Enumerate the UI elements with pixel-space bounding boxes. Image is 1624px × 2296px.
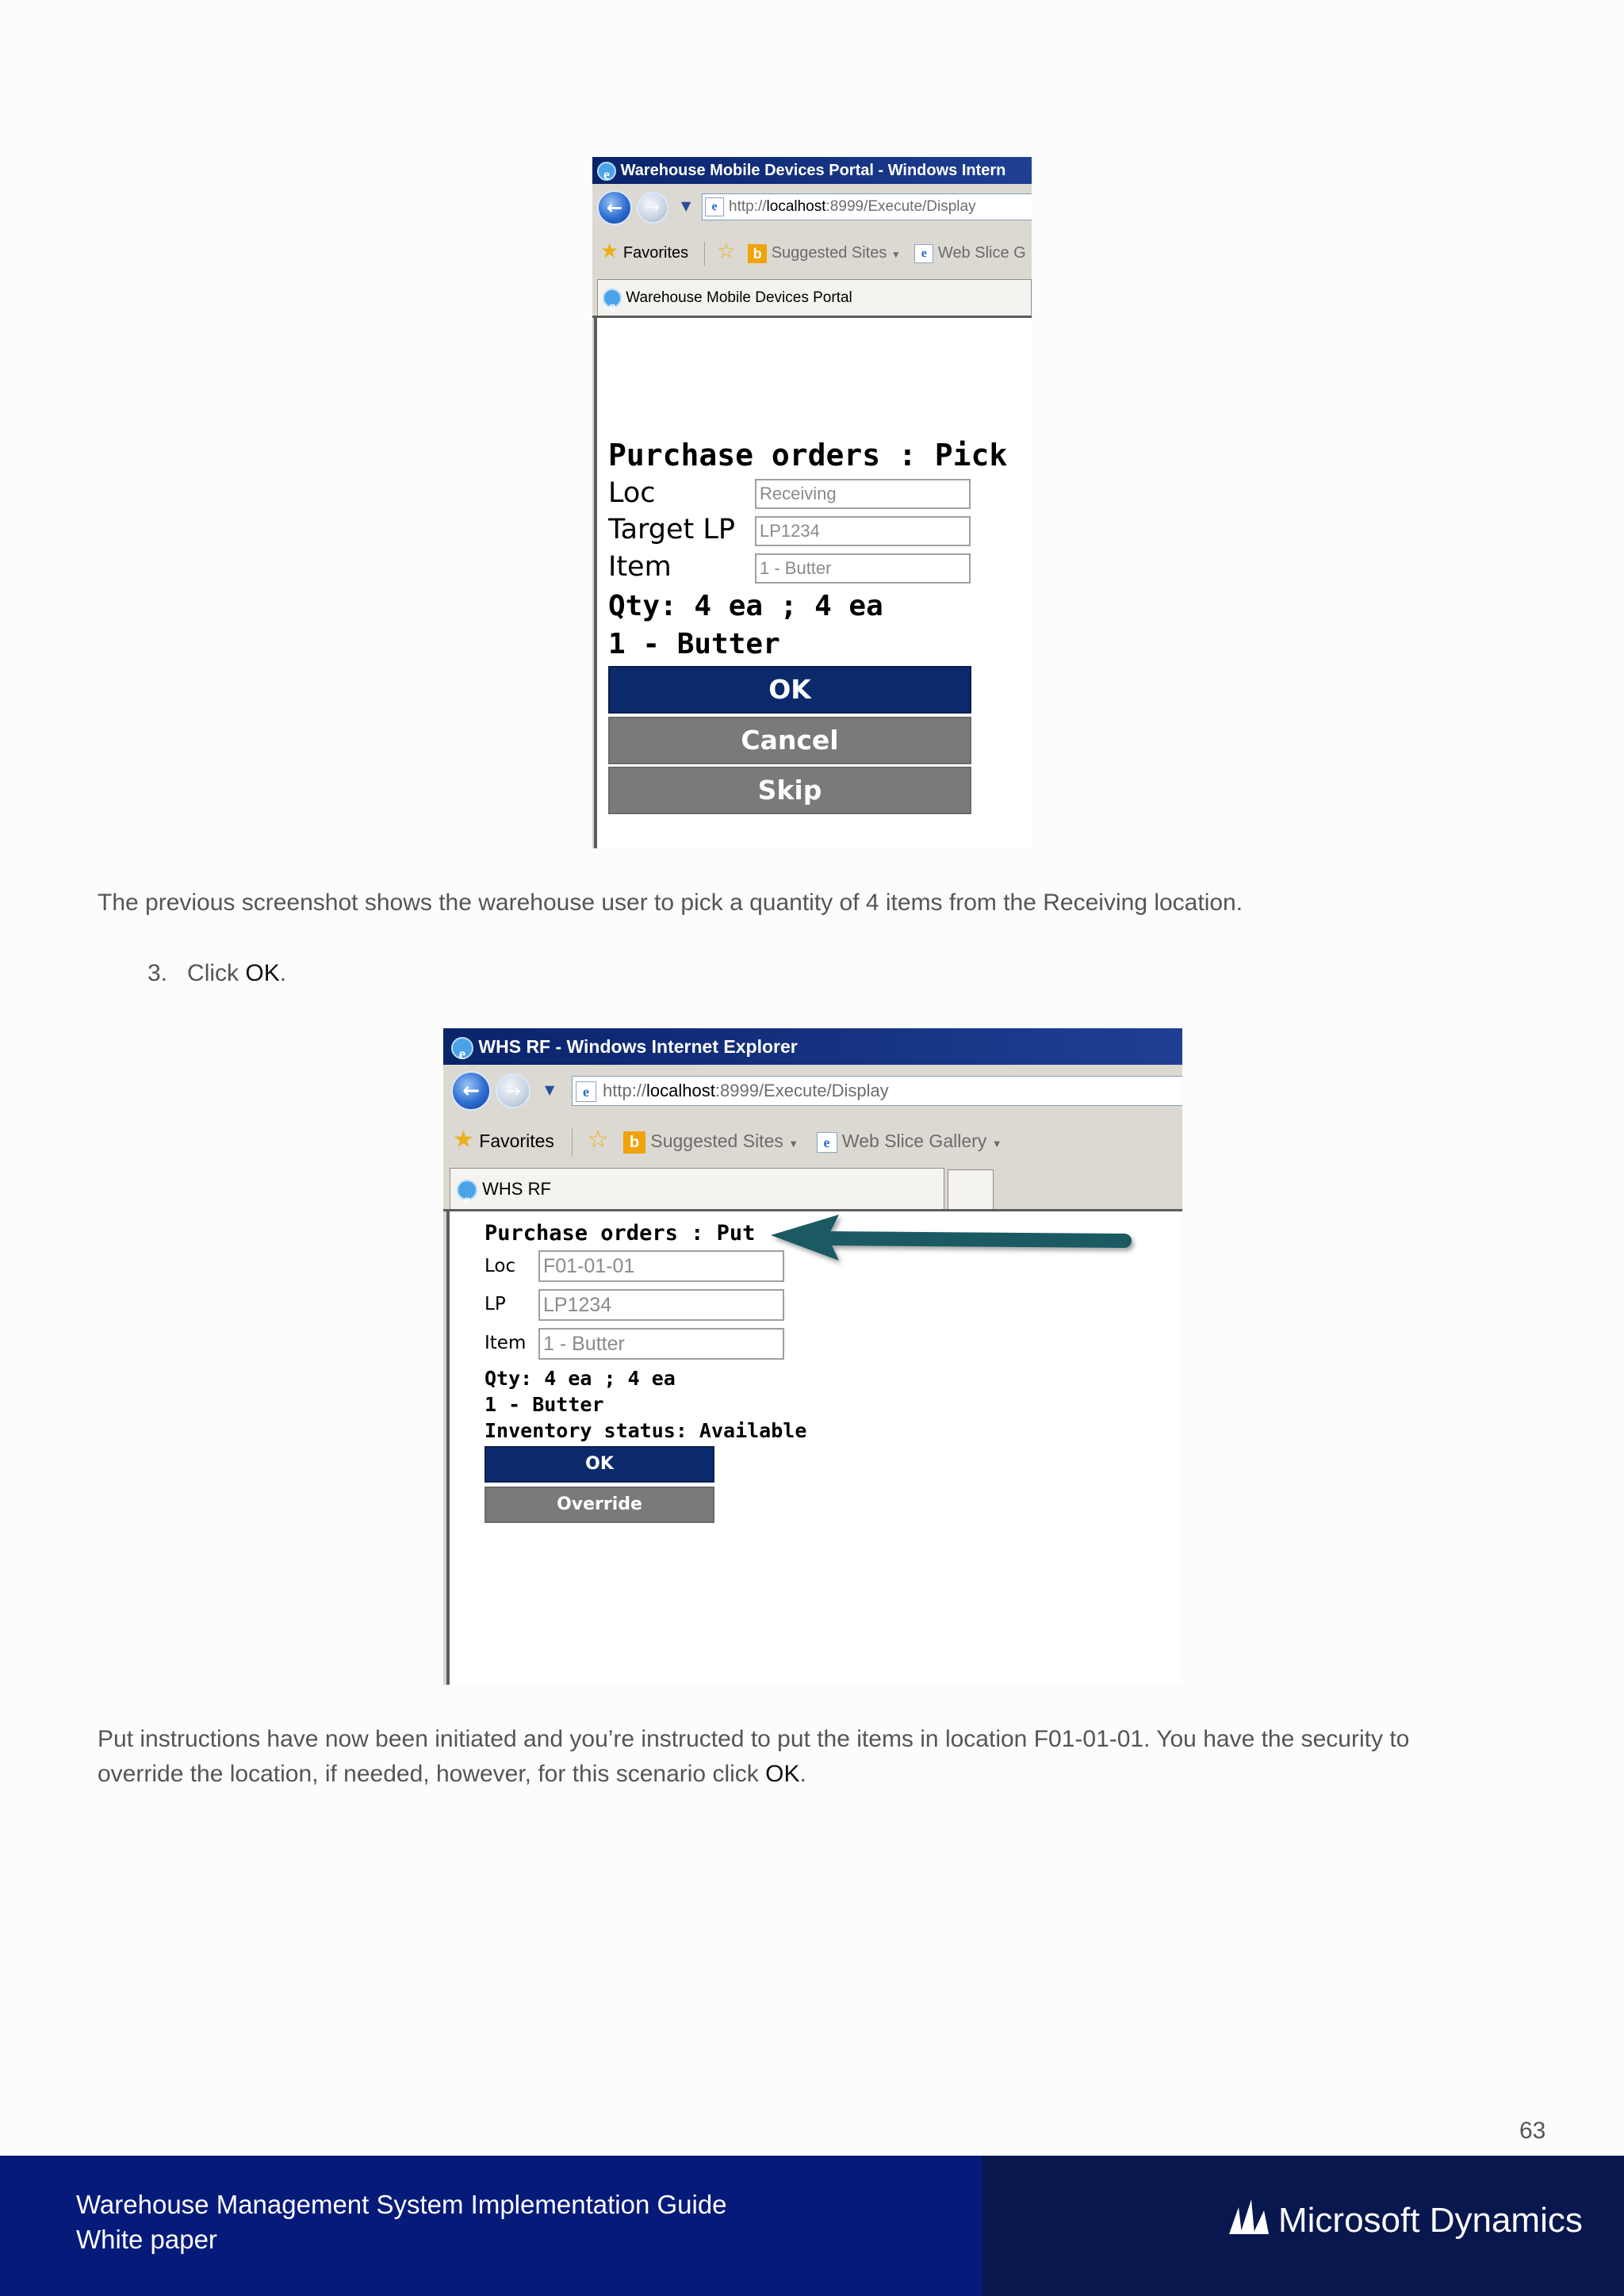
step-number: 3. bbox=[147, 960, 168, 986]
add-favorite-icon[interactable]: ☆ bbox=[717, 239, 736, 262]
address-rest: :8999/Execute/Display bbox=[714, 1081, 889, 1100]
toolbar-separator bbox=[572, 1128, 573, 1157]
ok-button[interactable]: OK bbox=[485, 1446, 714, 1483]
item-description: 1 - Butter bbox=[485, 1393, 604, 1416]
window-title: WHS RF - Windows Internet Explorer bbox=[478, 1036, 798, 1057]
favorites-star-icon: ★ bbox=[600, 239, 619, 262]
favorites-bar bbox=[443, 1114, 1182, 1166]
qty-text: Qty: 4 ea ; 4 ea bbox=[485, 1367, 676, 1390]
annotation-arrow-icon bbox=[766, 1211, 1139, 1267]
back-button[interactable]: ← bbox=[597, 190, 632, 225]
tab-warehouse-portal[interactable] bbox=[597, 279, 1032, 318]
item-label: Item bbox=[608, 551, 672, 583]
target-lp-input[interactable]: LP1234 bbox=[755, 516, 971, 546]
item-label: Item bbox=[485, 1333, 527, 1353]
item-input[interactable]: 1 - Butter bbox=[755, 553, 971, 584]
address-prefix: http:// bbox=[729, 198, 767, 215]
favorites-bar bbox=[592, 230, 1032, 271]
favorites-star-icon: ★ bbox=[453, 1127, 474, 1153]
forward-button[interactable]: → bbox=[637, 192, 668, 224]
microsoft-dynamics-logo-icon bbox=[1228, 2196, 1272, 2236]
history-dropdown-icon[interactable]: ▼ bbox=[545, 1082, 555, 1097]
paragraph-ok-text: OK bbox=[765, 1761, 800, 1787]
override-button[interactable]: Override bbox=[485, 1487, 714, 1523]
bing-icon: b bbox=[748, 244, 767, 263]
web-slice-icon: e bbox=[817, 1132, 837, 1153]
address-prefix: http:// bbox=[603, 1081, 647, 1100]
paragraph-previous-screenshot: The previous screenshot shows the warehouse user to pick a quantity of 4 items from the Receiving location. bbox=[98, 890, 1243, 916]
loc-input[interactable]: F01-01-01 bbox=[538, 1250, 784, 1282]
address-host: localhost bbox=[646, 1081, 715, 1100]
suggested-sites-link[interactable]: Suggested Sites bbox=[771, 244, 887, 262]
tab-row bbox=[443, 1166, 1182, 1211]
ie-logo-icon bbox=[451, 1037, 473, 1059]
window-title: Warehouse Mobile Devices Portal - Windows Intern bbox=[620, 162, 1006, 179]
loc-label: Loc bbox=[608, 477, 656, 509]
window-title-bar bbox=[443, 1028, 1182, 1065]
item-description: 1 - Butter bbox=[608, 628, 780, 660]
dropdown-caret-icon[interactable]: ▼ bbox=[991, 1138, 1002, 1150]
qty-text: Qty: 4 ea ; 4 ea bbox=[608, 590, 883, 622]
navigation-bar bbox=[592, 184, 1032, 230]
dropdown-caret-icon[interactable]: ▼ bbox=[788, 1138, 799, 1150]
favorites-button[interactable]: Favorites bbox=[479, 1131, 554, 1151]
forward-button[interactable]: → bbox=[496, 1073, 530, 1108]
ok-button[interactable]: OK bbox=[608, 666, 971, 714]
tab-ie-icon bbox=[603, 289, 622, 308]
add-favorite-icon[interactable]: ☆ bbox=[587, 1127, 609, 1153]
lp-label: LP bbox=[485, 1294, 506, 1314]
form-title: Purchase orders : Pick bbox=[608, 438, 1008, 473]
footer-subtitle: White paper bbox=[76, 2225, 217, 2254]
target-lp-label: Target LP bbox=[608, 514, 736, 545]
form-title: Purchase orders : Put bbox=[485, 1221, 756, 1246]
address-bar[interactable] bbox=[572, 1076, 1182, 1106]
bing-icon: b bbox=[623, 1131, 645, 1154]
back-button[interactable]: ← bbox=[451, 1071, 491, 1111]
page-icon: e bbox=[576, 1081, 596, 1102]
lp-input[interactable]: LP1234 bbox=[538, 1289, 784, 1321]
tab-row bbox=[592, 271, 1032, 317]
step-3 bbox=[147, 956, 286, 991]
footer-title: Warehouse Management System Implementation Guide bbox=[76, 2190, 727, 2219]
window-title-bar bbox=[592, 157, 1032, 184]
address-host: localhost bbox=[766, 198, 826, 215]
paragraph-put-instructions bbox=[98, 1722, 1541, 1792]
new-tab-button[interactable] bbox=[948, 1169, 994, 1211]
loc-label: Loc bbox=[485, 1256, 516, 1276]
step-ok-text: OK bbox=[245, 960, 280, 986]
paragraph-line-2 bbox=[98, 1757, 1541, 1792]
tab-border bbox=[592, 316, 1032, 318]
web-slice-gallery-link[interactable]: Web Slice G bbox=[937, 244, 1026, 262]
window-border bbox=[446, 1211, 450, 1685]
window-border bbox=[594, 317, 597, 848]
inventory-status: Inventory status: Available bbox=[485, 1419, 807, 1442]
suggested-sites-link[interactable]: Suggested Sites bbox=[650, 1131, 783, 1151]
brand-name: Microsoft Dynamics bbox=[1278, 2201, 1583, 2240]
history-dropdown-icon[interactable]: ▼ bbox=[681, 198, 691, 213]
ie-logo-icon bbox=[597, 162, 616, 181]
loc-input[interactable]: Receiving bbox=[755, 479, 971, 509]
address-bar[interactable] bbox=[702, 193, 1032, 220]
page-number: 63 bbox=[1519, 2118, 1546, 2144]
step-text: Click bbox=[187, 960, 246, 986]
tab-label: WHS RF bbox=[482, 1179, 551, 1199]
toolbar-separator bbox=[704, 242, 705, 266]
tab-ie-icon bbox=[457, 1180, 477, 1200]
web-slice-icon: e bbox=[914, 244, 933, 263]
web-slice-gallery-link[interactable]: Web Slice Gallery bbox=[841, 1131, 987, 1151]
cancel-button[interactable]: Cancel bbox=[608, 717, 971, 764]
paragraph-line-1: Put instructions have now been initiated and you’re instructed to put the items in location F01-01-01. You have the security to bbox=[98, 1726, 1410, 1752]
item-input[interactable]: 1 - Butter bbox=[538, 1328, 784, 1360]
address-rest: :8999/Execute/Display bbox=[825, 198, 976, 215]
paragraph-line-2-text: override the location, if needed, however, for this scenario click bbox=[98, 1761, 766, 1787]
skip-button[interactable]: Skip bbox=[608, 767, 971, 814]
tab-whs-rf[interactable] bbox=[450, 1168, 944, 1211]
page-icon: e bbox=[705, 197, 724, 216]
favorites-button[interactable]: Favorites bbox=[622, 244, 689, 262]
tab-label: Warehouse Mobile Devices Portal bbox=[626, 289, 852, 306]
step-end: . bbox=[279, 960, 287, 986]
navigation-bar bbox=[443, 1065, 1182, 1114]
paragraph-end: . bbox=[799, 1761, 806, 1787]
dropdown-caret-icon[interactable]: ▼ bbox=[891, 249, 901, 260]
